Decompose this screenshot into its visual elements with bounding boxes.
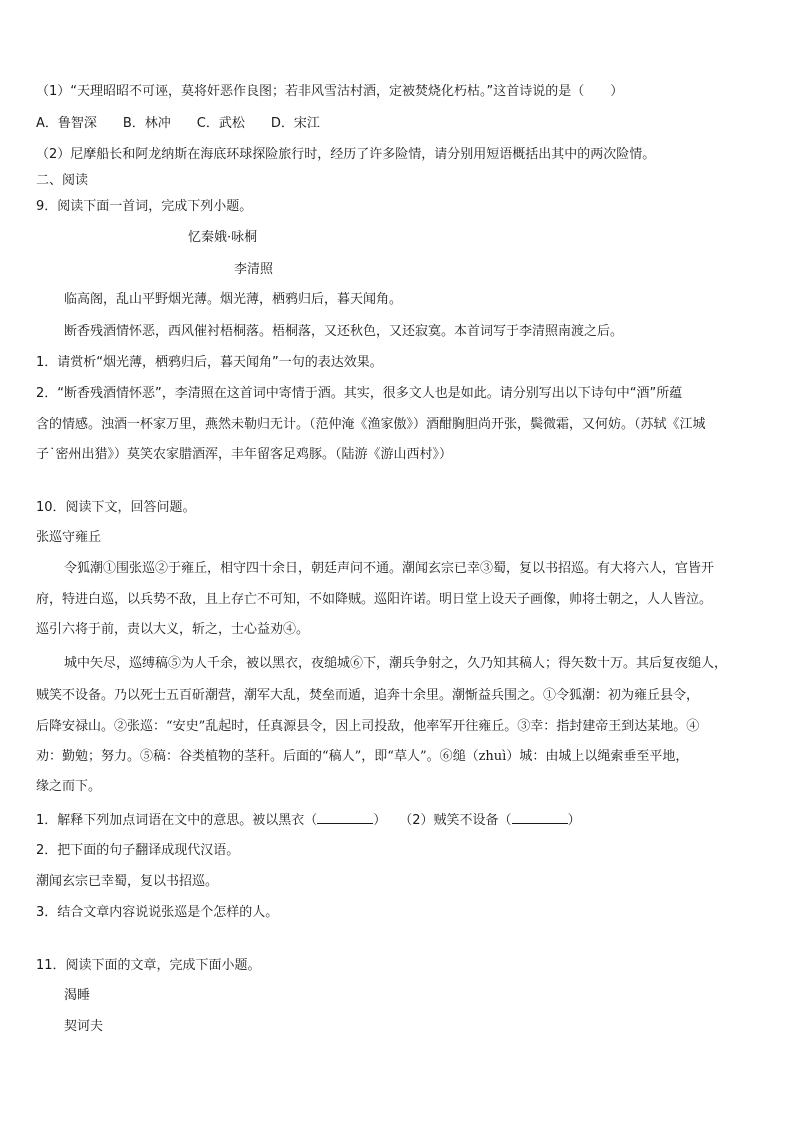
poem-title: 忆秦娥·咏桐 bbox=[188, 230, 258, 245]
answer-blank-1[interactable] bbox=[317, 811, 373, 824]
q10-sub1 bbox=[36, 811, 581, 829]
q11-passage-title: 渴睡 bbox=[64, 988, 91, 1003]
section-heading-reading: 二、阅读 bbox=[36, 173, 89, 188]
q10-sub3: 3．结合文章内容说说张巡是个怎样的人。 bbox=[36, 905, 279, 920]
q9-sub1: 1．请赏析“烟光薄，栖鸦归后，暮天闻角”一句的表达效果。 bbox=[36, 355, 383, 370]
q10-sub2-sentence: 潮闻玄宗已幸蜀，复以书招巡。 bbox=[36, 874, 219, 889]
passage-title: 张巡守雍丘 bbox=[36, 530, 102, 545]
q10-sub1-text-a: 1．解释下列加点词语在文中的意思。被以黑衣（ bbox=[36, 813, 318, 828]
answer-blank-2[interactable] bbox=[512, 811, 568, 824]
q8-part1: （1）“天理昭昭不可诬，莫将奸恶作良图；若非风雪沽村酒，定被焚烧化朽枯。”这首诗说的是（ ） bbox=[36, 84, 624, 99]
para2-line3: 后降安禄山。②张巡：“安史”乱起时，任真源县令，因上司投敌，他率军开往雍丘。③幸：指封建帝王到达某地。④ bbox=[36, 719, 700, 734]
q10-sub1-text-b: ） （2）贼笑不设备（ bbox=[373, 813, 512, 828]
q8-part2: （2）尼摩船长和阿龙纳斯在海底环球探险旅行时，经历了许多险情，请分别用短语概括出其中的两次险情。 bbox=[36, 147, 656, 162]
para1-line2: 府，特进白巡，以兵势不敌，且上存亡不可知，不如降贼。巡阳许诺。明日堂上设天子画像，帅将士朝之，人人皆泣。 bbox=[36, 592, 713, 607]
q10-intro: 10．阅读下文，回答问题。 bbox=[36, 500, 196, 515]
poem-line-1: 临高阁，乱山平野烟光薄。烟光薄，栖鸦归后，暮天闻角。 bbox=[64, 292, 403, 307]
q9-sub2-line3: 子˙密州出猎》）莫笑农家腊酒浑，丰年留客足鸡豚。（陆游《游山西村》） bbox=[36, 447, 453, 462]
q11-intro: 11．阅读下面的文章，完成下面小题。 bbox=[36, 958, 261, 973]
para2-line5: 缘之而下。 bbox=[36, 779, 102, 794]
q10-sub1-text-c: ） bbox=[567, 813, 581, 828]
poem-line-2: 断香残酒情怀恶，西风催衬梧桐落。梧桐落，又还秋色，又还寂寞。本首词写于李清照南渡之后。 bbox=[64, 324, 624, 339]
para2-line1: 城中矢尽，巡缚稿⑤为人千余，被以黑衣，夜缒城⑥下，潮兵争射之，久乃知其稿人；得矢数十万。其后复夜缒人， bbox=[64, 656, 728, 671]
q9-sub2-line1: 2．“断香残酒情怀恶”，李清照在这首词中寄情于酒。其实，很多文人也是如此。请分别写出以下诗句中“酒”所蕴 bbox=[36, 386, 683, 401]
para2-line4: 劝：勤勉；努力。⑤稿：谷类植物的茎秆。后面的“稿人”，即“草人”。⑥缒（zhuì）城：由城上以绳索垂至平地， bbox=[36, 749, 689, 764]
q10-sub2: 2．把下面的句子翻译成现代汉语。 bbox=[36, 843, 240, 858]
q11-author: 契诃夫 bbox=[64, 1019, 104, 1034]
q9-intro: 9．阅读下面一首词，完成下列小题。 bbox=[36, 199, 253, 214]
q8-options: A．鲁智深 B．林冲 C．武松 D．宋江 bbox=[36, 116, 320, 131]
para1-line3: 巡引六将于前，责以大义，斩之，士心益劝④。 bbox=[36, 622, 310, 637]
para1-line1: 令狐潮①围张巡②于雍丘，相守四十余日，朝廷声问不通。潮闻玄宗已幸③蜀，复以书招巡。有大将六人，官皆开 bbox=[64, 561, 715, 576]
para2-line2: 贼笑不设备。乃以死士五百斫潮营，潮军大乱，焚垒而遁，追奔十余里。潮惭益兵围之。①令狐潮：初为雍丘县令， bbox=[36, 688, 700, 703]
poem-author: 李清照 bbox=[234, 262, 274, 277]
q9-sub2-line2: 含的情感。浊酒一杯家万里，燕然未勒归无计。（范仲淹《渔家傲》）酒酣胸胆尚开张，鬓微霜，又何妨。（苏轼《江城 bbox=[36, 417, 706, 432]
